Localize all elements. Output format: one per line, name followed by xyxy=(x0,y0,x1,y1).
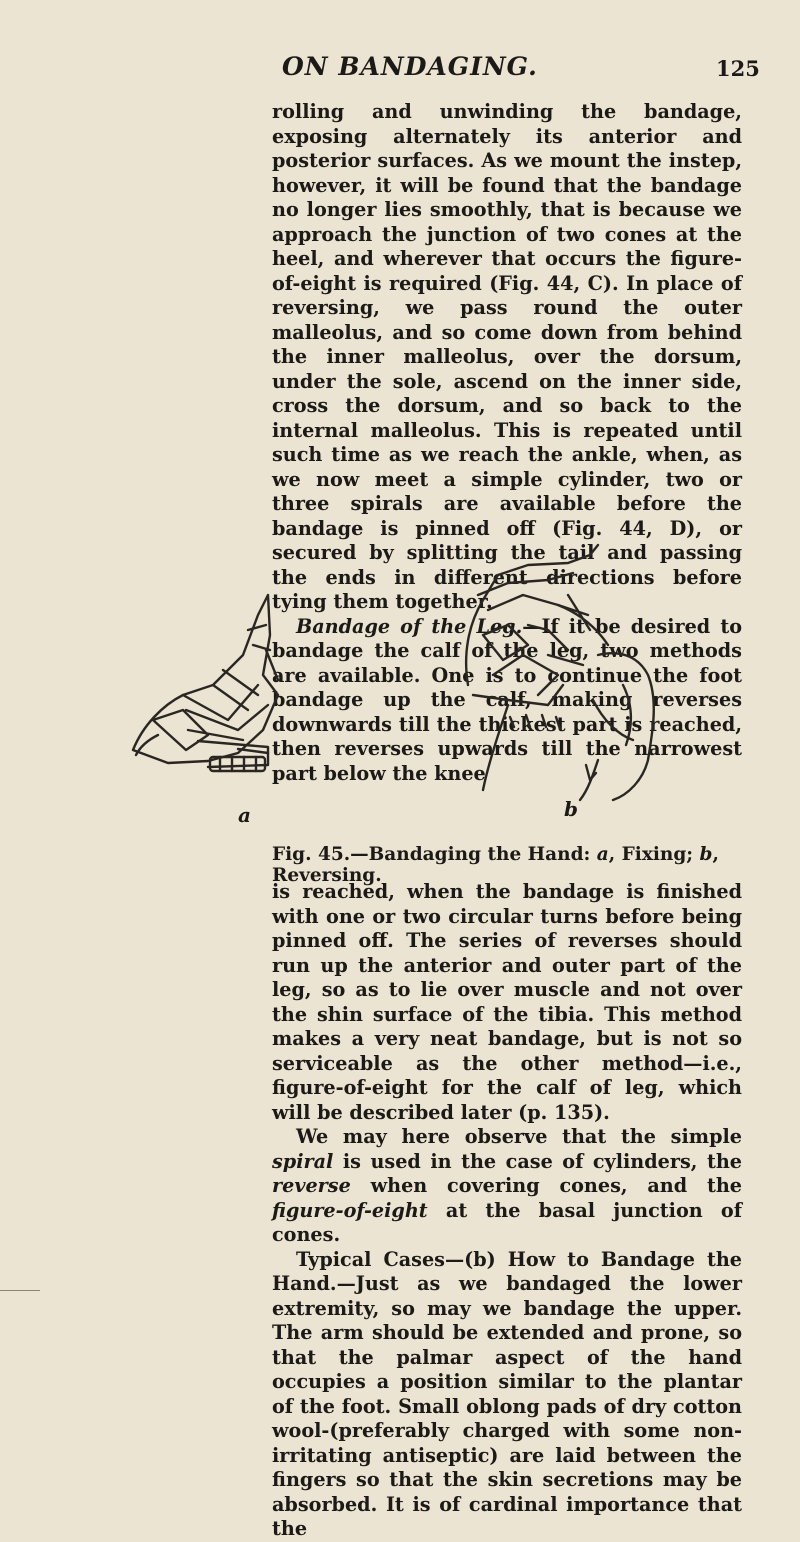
observation-end: at the basal junction of cones. xyxy=(272,1198,742,1246)
term-spiral: spiral xyxy=(272,1149,334,1173)
paragraph-ankle: rolling and unwinding the bandage, exposing alternately its anterior and posterior surfaces. As we mount the instep, however, it will be found that the bandage no longer lies smoothly, that is because we approach the junction of two cones at the heel, and wherever that occurs the figure-of-eight is required (Fig. 44, C). In place of reversing, we pass round the outer malleolus, and so come down from behind the inner malleolus, over the dorsum, under the sole, ascend on the inner side, cross the dorsum, and so back to the internal malleolus. This is repeated until such time as we reach the ankle, when, as we now meet a simple cylinder, two or three spirals are available before the bandage is pinned off (Fig. 44, D), or secured by splitting the tail and passing the ends in different directions before tying them together. xyxy=(272,100,742,613)
caption-a: a xyxy=(596,844,609,865)
observation-mid-2: when covering cones, and the xyxy=(350,1174,742,1197)
caption-b: b xyxy=(699,844,713,865)
page-edge-mark xyxy=(0,1290,40,1359)
caption-mid: , Fixing; xyxy=(608,844,700,865)
hand-illustration-b xyxy=(466,545,654,800)
hand-illustrations xyxy=(128,535,758,835)
figure-label-b: b xyxy=(564,797,578,821)
paragraph-observation xyxy=(272,1125,742,1248)
paragraph-leg-body: —If it be desired to bandage the calf of the leg, two methods are available. One is to continue the foot bandage up the calf, making reverses downwards till the thickest part is reached, then reverses upwards till the narrowest part below the knee xyxy=(272,614,742,785)
paragraph-hand xyxy=(272,1248,742,1542)
caption-end: , Reversing. xyxy=(272,844,719,886)
caption-prefix: Fig. 45.—Bandaging the Hand: xyxy=(272,844,597,865)
heading-leg: Bandage of the Leg. xyxy=(296,614,523,638)
term-figure-of-eight: figure-of-eight xyxy=(272,1198,428,1222)
observation-mid-1: is used in the case of cylinders, the xyxy=(333,1149,742,1173)
observation-start: We may here observe that the simple xyxy=(296,1125,742,1148)
text-block-bottom xyxy=(272,880,742,1542)
page-header xyxy=(0,52,800,86)
term-reverse: reverse xyxy=(272,1174,351,1197)
paragraph-hand-body: —Just as we bandaged the lower extremity, so may we bandage the upper. The arm should be extended and prone, so that the palmar aspect of the hand occupies a position similar to the plantar of the foot. Small oblong pads of dry cotton wool-(preferably charged with some non-irritating antiseptic) are laid between the fingers so that the skin secretions may be absorbed. It is of cardinal importance that the xyxy=(272,1272,742,1540)
page-number: 125 xyxy=(716,56,760,81)
heading-hand: Typical Cases—(b) How to Bandage the Hand. xyxy=(272,1247,742,1295)
figure-hand-bandaging xyxy=(128,535,758,835)
figure-label-a: a xyxy=(238,803,251,827)
paragraph-leg-continued: is reached, when the bandage is finished with one or two circular turns before being pinned off. The series of reverses should run up the anterior and outer part of the leg, so as to lie over muscle and not over the shin surface of the tibia. This method makes a very neat bandage, but is not so serviceable as the other method—i.e., figure-of-eight for the calf of leg, which will be described later (p. 135). xyxy=(272,880,742,1124)
hand-illustration-a xyxy=(133,595,278,771)
running-title: ON BANDAGING. xyxy=(282,52,538,81)
